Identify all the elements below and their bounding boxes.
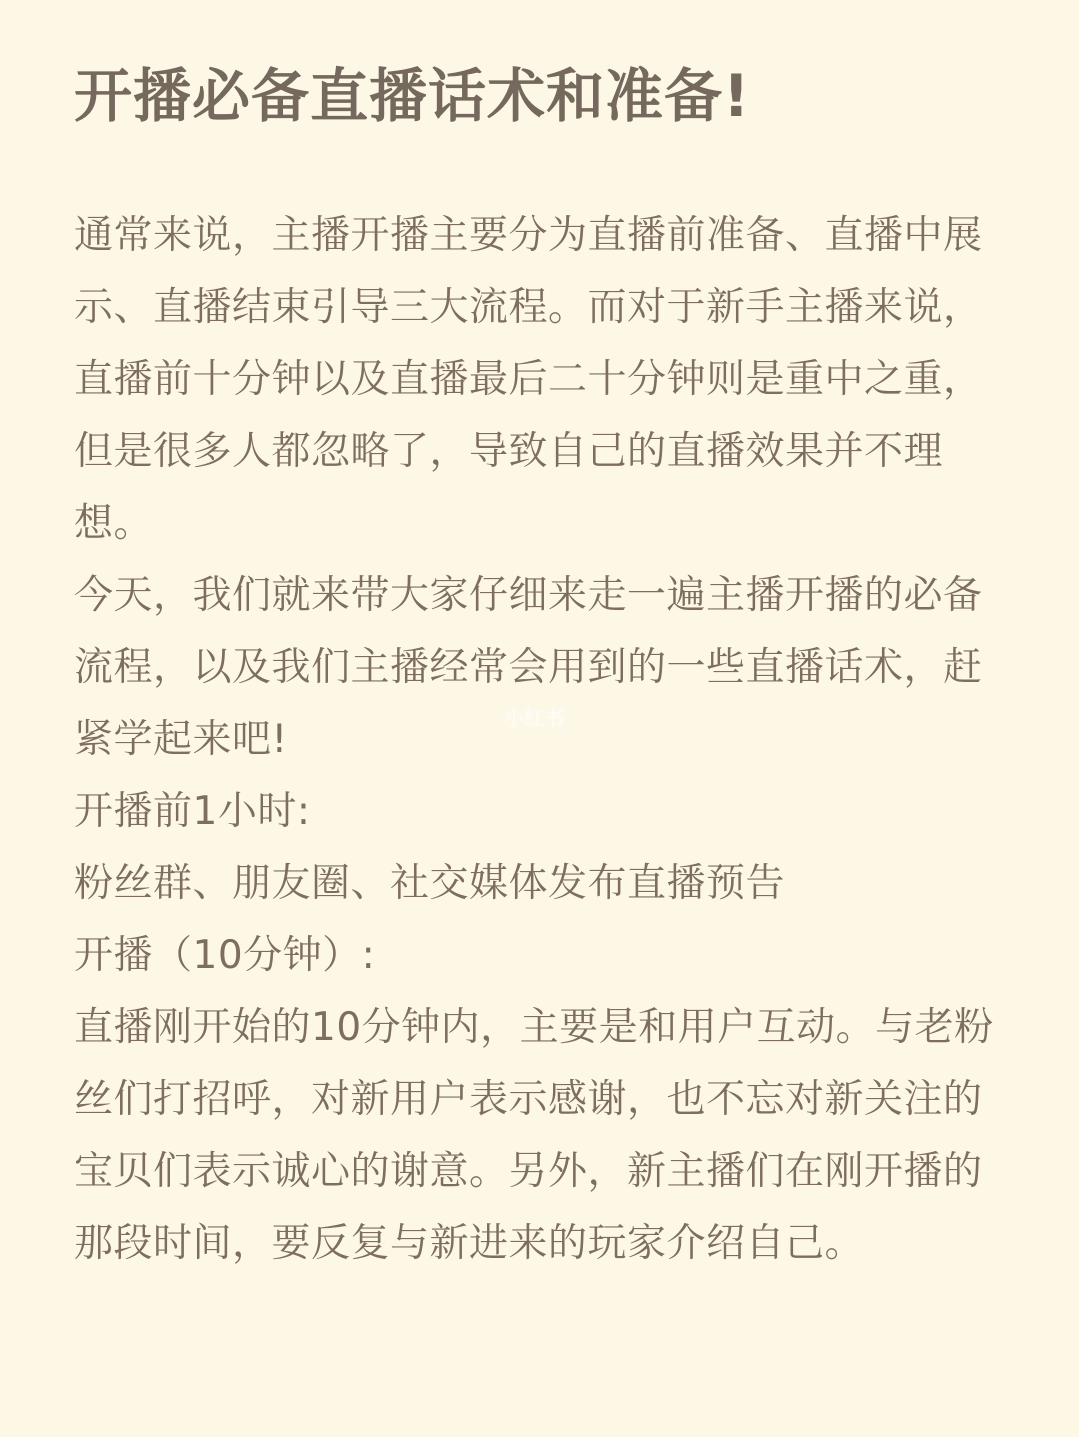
body-line: 流程，以及我们主播经常会用到的一些直播话术，赶 [74, 645, 983, 690]
body-line: 紧学起来吧! [74, 717, 288, 762]
body-line: 通常来说，主播开播主要分为直播前准备、直播中展 [74, 213, 983, 258]
article-body [74, 200, 1014, 1280]
section-heading-start-live: 开播（10分钟）: [74, 933, 376, 978]
body-line: 想。 [74, 501, 154, 546]
body-line: 示、直播结束引导三大流程。而对于新手主播来说， [74, 285, 983, 330]
body-line: 直播刚开始的10分钟内，主要是和用户互动。与老粉 [74, 1005, 994, 1050]
watermark: 小红书 [504, 706, 564, 730]
body-line: 宝贝们表示诚心的谢意。另外，新主播们在刚开播的 [74, 1149, 983, 1194]
article-title: 开播必备直播话术和准备! [74, 62, 751, 130]
body-line: 丝们打招呼，对新用户表示感谢，也不忘对新关注的 [74, 1077, 983, 1122]
body-line: 今天，我们就来带大家仔细来走一遍主播开播的必备 [74, 573, 983, 618]
body-line: 直播前十分钟以及直播最后二十分钟则是重中之重， [74, 357, 983, 402]
section-heading-before-live: 开播前1小时: [74, 789, 311, 834]
body-line: 那段时间，要反复与新进来的玩家介绍自己。 [74, 1221, 865, 1266]
body-line: 但是很多人都忽略了，导致自己的直播效果并不理 [74, 429, 944, 474]
body-line: 粉丝群、朋友圈、社交媒体发布直播预告 [74, 861, 786, 906]
